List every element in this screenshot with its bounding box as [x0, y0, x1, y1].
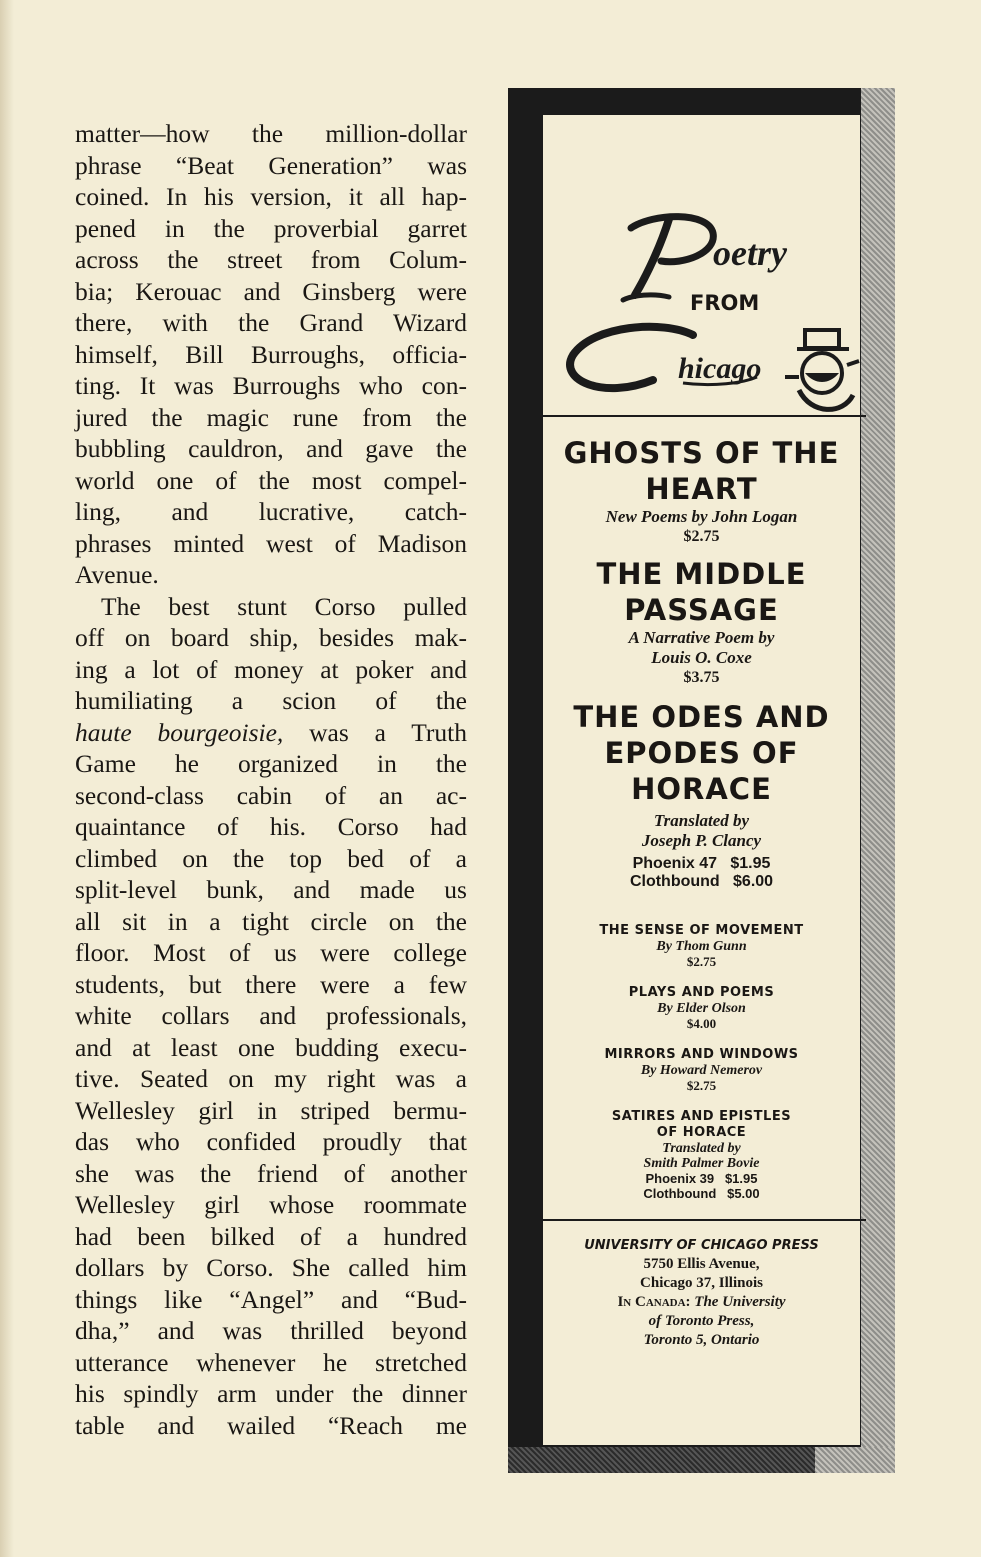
- book-byline: Louis O. Coxe: [651, 648, 752, 667]
- book-byline: By Thom Gunn: [656, 939, 747, 954]
- text-line: there, with the Grand Wizard: [75, 308, 467, 337]
- book-title: EPODES OF: [604, 736, 799, 770]
- text-line: phrase “Beat Generation” was: [75, 150, 467, 180]
- book-title: OF HORACE: [656, 1125, 747, 1140]
- text-line: Wellesley girl in striped bermu-: [75, 1095, 467, 1125]
- text-line: humiliating a scion of the: [75, 686, 467, 715]
- logo-from: FROM: [690, 291, 760, 315]
- text-line: all sit in a tight circle on the: [75, 906, 467, 936]
- text-line: pened in the proverbial garret: [75, 213, 467, 243]
- text-line: utterance whenever he stretched: [75, 1347, 467, 1377]
- text-line: table and wailed “Reach me: [75, 1410, 467, 1440]
- text-line: coined. In his version, it all hap-: [75, 182, 467, 211]
- text-line: bia; Kerouac and Ginsberg were: [75, 276, 467, 306]
- book-price: $2.75: [686, 954, 717, 969]
- text-line: split-level bunk, and made us: [75, 875, 467, 904]
- text-line: she was the friend of another: [75, 1158, 467, 1188]
- book-title: HEART: [645, 472, 758, 506]
- book-price: $2.75: [683, 528, 720, 545]
- canada-city: Toronto 5, Ontario: [643, 1332, 760, 1348]
- text-line: ling, and lucrative, catch-: [75, 497, 467, 526]
- text-line: dollars by Corso. She called him: [75, 1253, 467, 1282]
- paragraph-2: [75, 591, 467, 1442]
- logo-word-poetry: oetry: [713, 233, 787, 273]
- text-line: had been bilked of a hundred: [75, 1221, 467, 1251]
- paragraph-1: [75, 118, 467, 591]
- text-line: white collars and professionals,: [75, 1001, 467, 1030]
- book-title: PASSAGE: [624, 593, 779, 627]
- book-mirrors-and-windows: [543, 1031, 860, 1093]
- book-title: PLAYS AND POEMS: [628, 985, 775, 1000]
- book-edition: Phoenix 47 $1.95: [632, 855, 771, 872]
- book-plays-and-poems: [543, 969, 860, 1031]
- book-title: HORACE: [631, 772, 772, 806]
- text-line: and at least one budding execu-: [75, 1032, 467, 1062]
- advertisement-panel: [543, 115, 860, 1445]
- book-edition: Phoenix 39 $1.95: [645, 1171, 758, 1186]
- book-the-sense-of-movement: [543, 891, 860, 969]
- logo-word-chicago: hicago: [678, 352, 762, 385]
- book-the-middle-passage: [543, 546, 860, 687]
- text-line: Game he organized in the: [75, 749, 467, 778]
- text-line: ting. It was Burroughs who con-: [75, 371, 467, 400]
- publisher-address: 5750 Ellis Avenue,: [643, 1256, 760, 1272]
- text-line: off on board ship, besides mak-: [75, 623, 467, 652]
- text-line: Avenue.: [75, 560, 159, 589]
- book-byline: By Elder Olson: [657, 1001, 746, 1016]
- book-title: THE SENSE OF MOVEMENT: [599, 923, 804, 938]
- text-line: climbed on the top bed of a: [75, 843, 467, 873]
- advertisement-box: [508, 88, 895, 1473]
- text-line: world one of the most compel-: [75, 465, 467, 495]
- book-title: SATIRES AND EPISTLES: [611, 1109, 792, 1124]
- text-line: his spindly arm under the dinner: [75, 1379, 467, 1408]
- text-line: tive. Seated on my right was a: [75, 1064, 467, 1093]
- book-odes-and-epodes-of-horace: [543, 687, 860, 891]
- book-title: THE MIDDLE: [596, 557, 807, 591]
- book-title: GHOSTS OF THE: [563, 436, 840, 470]
- publisher-name: UNIVERSITY OF CHICAGO PRESS: [584, 1238, 819, 1253]
- publisher-city: Chicago 37, Illinois: [640, 1275, 763, 1291]
- book-price: $3.75: [683, 669, 720, 686]
- text-line: second-class cabin of an ac-: [75, 780, 467, 810]
- text-line: das who confided proudly that: [75, 1127, 467, 1156]
- book-edition: Clothbound $5.00: [643, 1186, 760, 1201]
- text-fragment: was a Truth: [283, 717, 467, 747]
- text-line: The best stunt Corso pulled: [101, 591, 467, 621]
- text-line: quaintance of his. Corso had: [75, 812, 467, 841]
- book-byline: New Poems by John Logan: [605, 507, 798, 526]
- book-byline: Translated by: [662, 1141, 741, 1156]
- publisher-info: [543, 1221, 860, 1350]
- canada-label: In Canada:: [617, 1294, 691, 1310]
- logo-artwork: [543, 115, 860, 415]
- book-edition: Clothbound $6.00: [629, 873, 774, 890]
- ad-shadow-corner: [815, 1447, 895, 1473]
- text-line: across the street from Colum-: [75, 245, 467, 274]
- book-price: $4.00: [686, 1016, 717, 1031]
- text-line: ing a lot of money at poker and: [75, 654, 467, 684]
- text-line: matter—how the million-dollar: [75, 119, 467, 148]
- book-byline: Translated by: [653, 811, 750, 830]
- italic-phrase: haute bourgeoisie,: [75, 717, 284, 747]
- book-title: THE ODES AND: [573, 700, 830, 734]
- page-edge: [0, 0, 14, 1557]
- canada-press: The University: [690, 1294, 786, 1310]
- book-satires-and-epistles-of-horace: [543, 1093, 860, 1201]
- text-line: things like “Angel” and “Bud-: [75, 1284, 467, 1314]
- text-line: floor. Most of us were college: [75, 938, 467, 967]
- text-line: students, but there were a few: [75, 969, 467, 999]
- book-byline: A Narrative Poem by: [628, 628, 775, 647]
- text-line: bubbling cauldron, and gave the: [75, 434, 467, 463]
- text-line: Wellesley girl whose roommate: [75, 1190, 467, 1219]
- poetry-from-chicago-logo: [543, 115, 860, 415]
- text-line: jured the magic rune from the: [75, 402, 467, 432]
- book-ghosts-of-the-heart: [543, 417, 860, 546]
- book-byline: By Howard Nemerov: [640, 1063, 763, 1078]
- canada-press-line: of Toronto Press,: [648, 1313, 755, 1329]
- text-line: dha,” and was thrilled beyond: [75, 1316, 467, 1345]
- text-line: phrases minted west of Madison: [75, 528, 467, 558]
- ad-shadow-right: [861, 88, 895, 1473]
- text-line: [75, 717, 467, 749]
- book-byline: Smith Palmer Bovie: [643, 1156, 760, 1171]
- canada-distributor: [543, 1293, 860, 1312]
- book-title: MIRRORS AND WINDOWS: [604, 1047, 799, 1062]
- text-line: himself, Bill Burroughs, officia-: [75, 339, 467, 369]
- book-price: $2.75: [686, 1078, 717, 1093]
- book-byline: Joseph P. Clancy: [641, 831, 762, 850]
- article-column: [75, 118, 467, 1441]
